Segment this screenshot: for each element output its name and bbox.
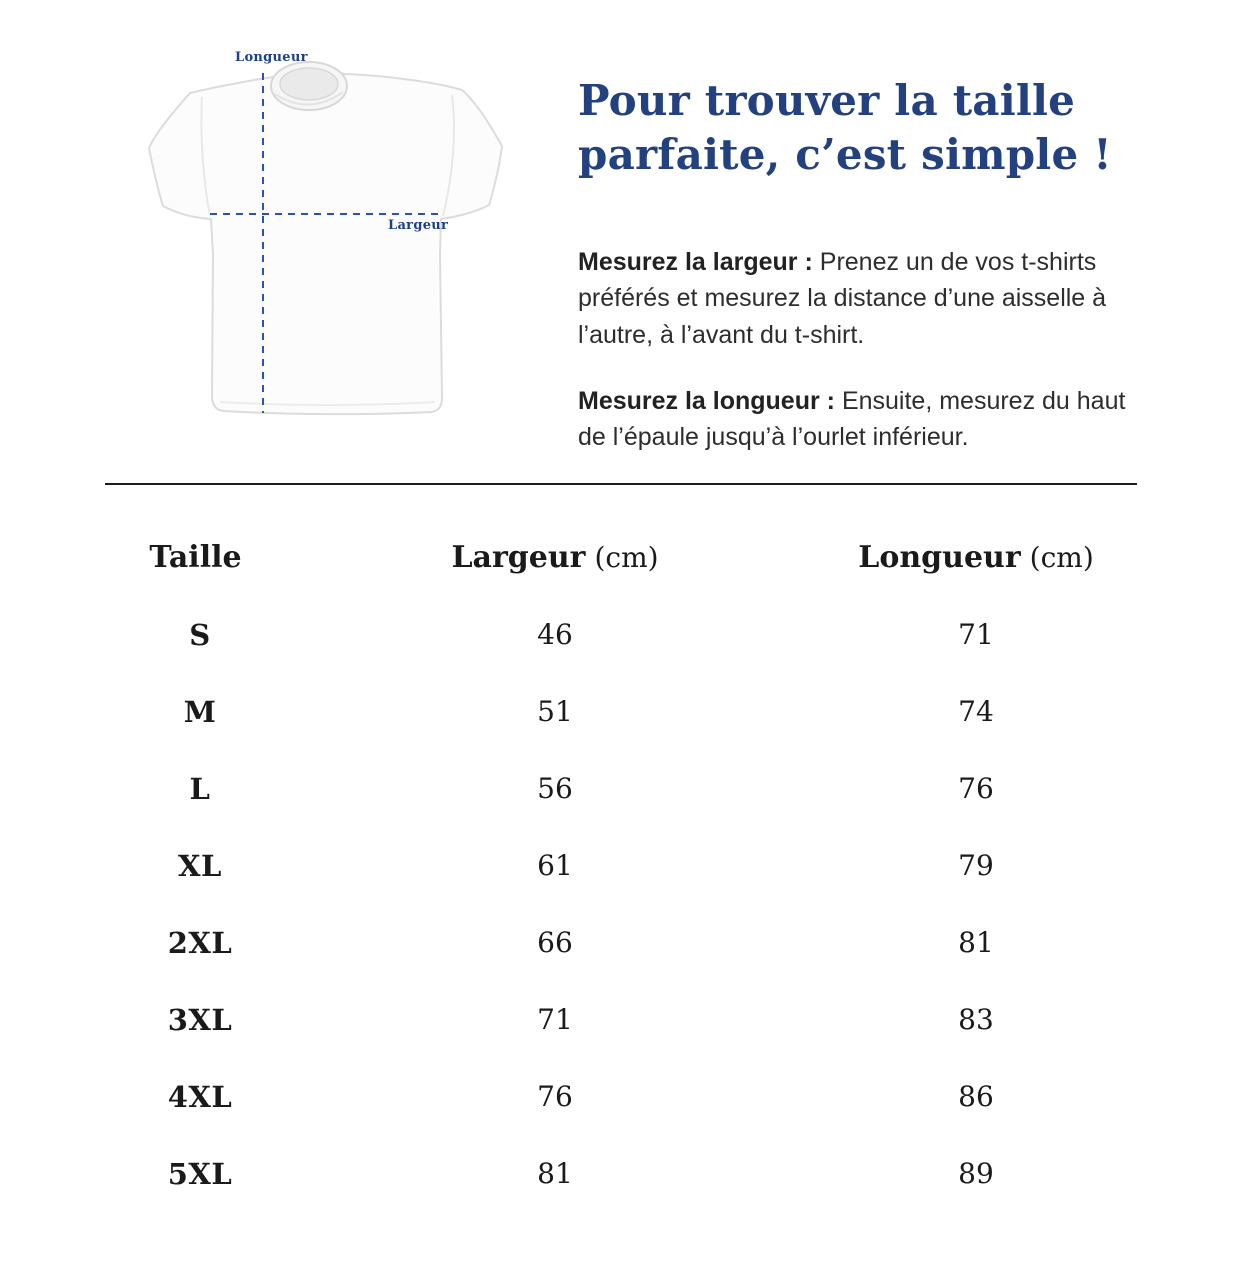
size-cell: L <box>189 771 211 806</box>
table-row <box>105 904 1137 981</box>
size-cell: 4XL <box>167 1079 233 1114</box>
largeur-cell: 61 <box>537 849 573 882</box>
size-cell: M <box>183 694 217 729</box>
measure-instructions <box>578 244 1138 485</box>
table-header-row <box>105 518 1137 596</box>
col-header-largeur <box>295 540 815 575</box>
size-cell: 3XL <box>167 1002 233 1037</box>
table-row <box>105 1135 1137 1212</box>
tshirt-illustration <box>140 40 510 450</box>
longueur-cell: 89 <box>958 1157 994 1190</box>
longueur-cell: 81 <box>958 926 994 959</box>
largeur-cell: 56 <box>537 772 573 805</box>
measure-width-instruction <box>578 244 1138 353</box>
measure-width-lead: Mesurez la largeur : <box>578 248 813 276</box>
size-cell: S <box>189 617 211 652</box>
col-header-largeur-label: Largeur <box>451 539 586 575</box>
longueur-cell: 74 <box>958 695 994 728</box>
largeur-cell: 81 <box>537 1157 573 1190</box>
page-title-line1: Pour trouver la taille <box>578 76 1076 125</box>
page-title <box>578 74 1112 182</box>
table-row <box>105 673 1137 750</box>
col-header-taille-label: Taille <box>149 539 242 575</box>
table-row <box>105 596 1137 673</box>
longueur-cell: 86 <box>958 1080 994 1113</box>
size-cell: XL <box>178 848 222 883</box>
longueur-measure-label: Longueur <box>235 50 308 65</box>
measure-length-text: Ensuite, mesurez du haut de l’épaule jusqu’à l’ourlet inférieur. <box>578 386 1126 451</box>
size-table <box>105 518 1137 1212</box>
largeur-measure-label: Largeur <box>388 218 449 233</box>
largeur-cell: 46 <box>537 618 573 651</box>
col-header-longueur-label: Longueur <box>858 539 1021 575</box>
measure-width-text: Prenez un de vos t-shirts préférés et mesurez la distance d’une aisselle à l’autre, à l’avant du t-shirt. <box>578 248 1107 349</box>
col-header-taille <box>105 540 295 575</box>
table-row <box>105 1058 1137 1135</box>
longueur-cell: 79 <box>958 849 994 882</box>
measure-length-lead: Mesurez la longueur : <box>578 386 835 415</box>
table-row <box>105 750 1137 827</box>
longueur-cell: 83 <box>958 1003 994 1036</box>
col-header-longueur-unit: (cm) <box>1029 540 1094 574</box>
largeur-cell: 51 <box>537 695 573 728</box>
largeur-cell: 66 <box>537 926 573 959</box>
table-row <box>105 981 1137 1058</box>
size-cell: 5XL <box>167 1156 233 1191</box>
col-header-largeur-unit: (cm) <box>594 540 659 574</box>
measure-length-instruction <box>578 383 1138 456</box>
largeur-cell: 76 <box>537 1080 573 1113</box>
tshirt-icon <box>140 40 510 450</box>
table-row <box>105 827 1137 904</box>
section-divider <box>105 483 1137 485</box>
largeur-cell: 71 <box>537 1003 573 1036</box>
longueur-cell: 76 <box>958 772 994 805</box>
col-header-longueur <box>815 540 1137 575</box>
longueur-cell: 71 <box>958 618 994 651</box>
size-cell: 2XL <box>167 925 233 960</box>
page-title-line2: parfaite, c’est simple ! <box>578 130 1112 179</box>
